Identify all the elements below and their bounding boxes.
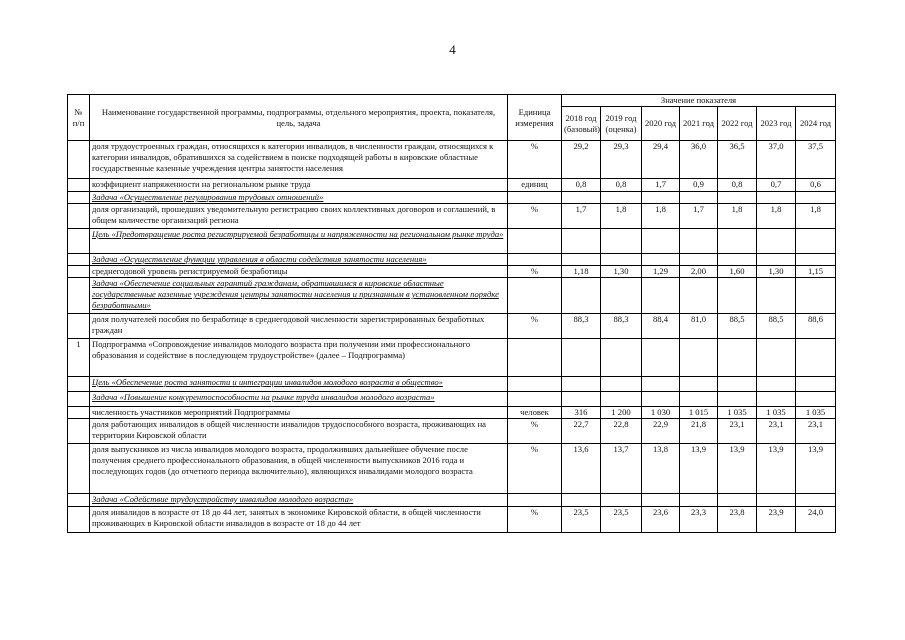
value-cell — [757, 192, 796, 204]
value-cell: 1,29 — [642, 266, 680, 278]
row-number-cell — [68, 278, 90, 314]
value-cell: 0,8 — [718, 179, 757, 192]
task-cell: Задача «Содействие трудоустройству инвалидов молодого возраста» — [90, 494, 508, 507]
value-cell: 1 035 — [796, 407, 836, 419]
value-cell — [642, 392, 680, 407]
value-cell: 24,0 — [796, 507, 836, 533]
value-cell — [718, 254, 757, 266]
value-cell: 36,0 — [680, 141, 718, 179]
table-row — [68, 507, 836, 533]
indicator-name-cell: коэффициент напряженности на региональном рынке труда — [90, 179, 508, 192]
goal-cell: Цель «Предотвращение роста регистрируемой безработицы и напряженности на региональном рынке труда» — [90, 229, 508, 254]
row-number-cell — [68, 229, 90, 254]
value-cell: 23,9 — [757, 507, 796, 533]
value-cell: 0,9 — [680, 179, 718, 192]
unit-cell: единиц — [508, 179, 562, 192]
unit-cell: человек — [508, 407, 562, 419]
unit-cell — [508, 229, 562, 254]
value-cell: 0,8 — [562, 179, 601, 192]
value-cell — [718, 229, 757, 254]
value-cell: 29,3 — [601, 141, 642, 179]
value-cell — [562, 392, 601, 407]
value-cell — [601, 339, 642, 377]
value-cell: 88,3 — [562, 314, 601, 339]
value-cell — [562, 229, 601, 254]
value-cell — [796, 229, 836, 254]
value-cell — [680, 278, 718, 314]
value-cell: 1,8 — [718, 204, 757, 229]
value-cell: 23,8 — [718, 507, 757, 533]
value-cell — [796, 192, 836, 204]
indicator-name-cell: доля организаций, прошедших уведомительную регистрацию своих коллективных договоров и соглашений, в общем количестве организаций региона — [90, 204, 508, 229]
unit-cell — [508, 494, 562, 507]
value-cell — [642, 494, 680, 507]
unit-cell: % — [508, 141, 562, 179]
value-cell: 88,3 — [601, 314, 642, 339]
value-cell — [642, 339, 680, 377]
unit-cell: % — [508, 507, 562, 533]
value-cell: 22,8 — [601, 419, 642, 444]
header-year: 2021 год — [680, 107, 718, 141]
task-cell: Задача «Осуществление регулирования трудовых отношений» — [90, 192, 508, 204]
indicator-name-cell: доля трудоустроенных граждан, относящихся к категории инвалидов, в численности граждан, относящихся к категории инвалидов, обратившихся за содействием в поиске подходящей работы в кировские областные государственные казенные учреждения центры занятости населения — [90, 141, 508, 179]
indicator-name-cell: среднегодовой уровень регистрируемой безработицы — [90, 266, 508, 278]
value-cell: 13,8 — [642, 444, 680, 494]
value-cell: 13,9 — [796, 444, 836, 494]
table-row — [68, 444, 836, 494]
value-cell — [718, 392, 757, 407]
value-cell — [796, 254, 836, 266]
value-cell: 1,7 — [642, 179, 680, 192]
task-cell: Задача «Обеспечение социальных гарантий гражданам, обратившимся в кировские областные государственные казенные учреждения центры занятости населения и признанным в установленном порядке безработными» — [90, 278, 508, 314]
value-cell: 23,5 — [562, 507, 601, 533]
row-number-cell — [68, 141, 90, 179]
value-cell: 0,7 — [757, 179, 796, 192]
unit-cell — [508, 392, 562, 407]
value-cell — [680, 377, 718, 392]
value-cell: 29,2 — [562, 141, 601, 179]
value-cell — [601, 192, 642, 204]
indicator-name-cell: численность участников мероприятий Подпрограммы — [90, 407, 508, 419]
value-cell: 88,5 — [718, 314, 757, 339]
value-cell: 1,15 — [796, 266, 836, 278]
row-number-cell — [68, 377, 90, 392]
header-year: 2020 год — [642, 107, 680, 141]
value-cell — [796, 494, 836, 507]
value-cell: 88,6 — [796, 314, 836, 339]
value-cell: 1,30 — [757, 266, 796, 278]
value-cell: 1,60 — [718, 266, 757, 278]
value-cell: 23,1 — [757, 419, 796, 444]
value-cell: 37,5 — [796, 141, 836, 179]
value-cell: 1,8 — [601, 204, 642, 229]
table-row — [68, 419, 836, 444]
value-cell: 22,9 — [642, 419, 680, 444]
value-cell: 22,7 — [562, 419, 601, 444]
value-cell — [601, 494, 642, 507]
value-cell — [796, 392, 836, 407]
unit-cell — [508, 278, 562, 314]
value-cell — [562, 377, 601, 392]
row-number-cell — [68, 419, 90, 444]
row-number-cell — [68, 266, 90, 278]
indicators-table — [67, 94, 836, 533]
header-year: 2023 год — [757, 107, 796, 141]
table-row — [68, 407, 836, 419]
unit-cell: % — [508, 444, 562, 494]
value-cell: 1,18 — [562, 266, 601, 278]
value-cell: 1 015 — [680, 407, 718, 419]
unit-cell: % — [508, 204, 562, 229]
table-row — [68, 229, 836, 254]
unit-cell — [508, 192, 562, 204]
value-cell — [642, 278, 680, 314]
value-cell: 13,9 — [757, 444, 796, 494]
value-cell: 29,4 — [642, 141, 680, 179]
value-cell: 1,7 — [562, 204, 601, 229]
value-cell — [680, 494, 718, 507]
value-cell — [718, 278, 757, 314]
header-year: 2024 год — [796, 107, 836, 141]
table-row — [68, 141, 836, 179]
row-number-cell — [68, 407, 90, 419]
value-cell — [757, 392, 796, 407]
row-number-cell — [68, 444, 90, 494]
value-cell — [718, 339, 757, 377]
value-cell — [601, 254, 642, 266]
value-cell: 23,6 — [642, 507, 680, 533]
value-cell: 37,0 — [757, 141, 796, 179]
value-cell: 13,6 — [562, 444, 601, 494]
value-cell — [601, 377, 642, 392]
task-cell: Задача «Осуществление функции управления в области содействия занятости населения» — [90, 254, 508, 266]
value-cell: 1,30 — [601, 266, 642, 278]
unit-cell — [508, 254, 562, 266]
value-cell — [601, 392, 642, 407]
value-cell: 0,6 — [796, 179, 836, 192]
value-cell: 2,00 — [680, 266, 718, 278]
value-cell: 1 035 — [718, 407, 757, 419]
indicator-name-cell: доля выпускников из числа инвалидов молодого возраста, продолживших дальнейшее обучение после получения среднего профессионального образования, в общей численности выпускников 2016 года и последующих годов (до отчетного периода включительно), являющихся инвалидами молодого возраста — [90, 444, 508, 494]
value-cell — [680, 229, 718, 254]
table-row — [68, 278, 836, 314]
value-cell — [718, 494, 757, 507]
header-year: 2018 год (базовый) — [562, 107, 601, 141]
row-number-cell — [68, 179, 90, 192]
value-cell — [680, 392, 718, 407]
header-name: Наименование государственной программы, подпрограммы, отдельного мероприятия, проекта, показателя, цель, задача — [90, 95, 508, 141]
value-cell — [562, 278, 601, 314]
value-cell: 13,9 — [680, 444, 718, 494]
value-cell — [796, 278, 836, 314]
value-cell — [562, 254, 601, 266]
value-cell — [562, 494, 601, 507]
indicator-name-cell: доля инвалидов в возрасте от 18 до 44 лет, занятых в экономике Кировской области, в общей численности проживающих в Кировской области инвалидов в возрасте от 18 до 44 лет — [90, 507, 508, 533]
value-cell — [757, 494, 796, 507]
value-cell: 88,4 — [642, 314, 680, 339]
row-number-cell: 1 — [68, 339, 90, 377]
row-number-cell — [68, 254, 90, 266]
value-cell: 1,8 — [642, 204, 680, 229]
table-row — [68, 179, 836, 192]
header-values-title: Значение показателя — [562, 95, 836, 107]
goal-cell: Цель «Обеспечение роста занятости и интеграции инвалидов молодого возраста в общество» — [90, 377, 508, 392]
value-cell — [562, 192, 601, 204]
task-cell: Задача «Повышение конкурентоспособности на рынке труда инвалидов молодого возраста» — [90, 392, 508, 407]
value-cell: 23,1 — [796, 419, 836, 444]
value-cell: 13,7 — [601, 444, 642, 494]
value-cell — [642, 229, 680, 254]
row-number-cell — [68, 192, 90, 204]
unit-cell: % — [508, 419, 562, 444]
value-cell — [642, 254, 680, 266]
value-cell: 88,5 — [757, 314, 796, 339]
value-cell: 23,5 — [601, 507, 642, 533]
value-cell: 1,7 — [680, 204, 718, 229]
row-number-cell — [68, 507, 90, 533]
value-cell — [680, 192, 718, 204]
value-cell: 1 035 — [757, 407, 796, 419]
value-cell: 36,5 — [718, 141, 757, 179]
value-cell — [562, 339, 601, 377]
row-number-cell — [68, 314, 90, 339]
unit-cell — [508, 377, 562, 392]
value-cell: 1 200 — [601, 407, 642, 419]
header-unit: Единица измерения — [508, 95, 562, 141]
table-row — [68, 314, 836, 339]
table-row — [68, 204, 836, 229]
indicator-name-cell: Подпрограмма «Сопровождение инвалидов молодого возраста при получении ими профессионального образования и содействие в последующем трудоустройстве» (далее – Подпрограмма) — [90, 339, 508, 377]
table-row — [68, 192, 836, 204]
header-num: № п/п — [68, 95, 90, 141]
value-cell: 81,0 — [680, 314, 718, 339]
value-cell — [642, 377, 680, 392]
row-number-cell — [68, 494, 90, 507]
header-year: 2019 год (оценка) — [601, 107, 642, 141]
unit-cell: % — [508, 266, 562, 278]
value-cell — [642, 192, 680, 204]
value-cell — [796, 339, 836, 377]
indicator-name-cell: доля получателей пособия по безработице в среднегодовой численности зарегистрированных безработных граждан — [90, 314, 508, 339]
indicator-name-cell: доля работающих инвалидов в общей численности инвалидов трудоспособного возраста, проживающих на территории Кировской области — [90, 419, 508, 444]
table-row — [68, 266, 836, 278]
value-cell: 316 — [562, 407, 601, 419]
value-cell: 23,1 — [718, 419, 757, 444]
table-row — [68, 494, 836, 507]
value-cell: 13,9 — [718, 444, 757, 494]
value-cell — [601, 278, 642, 314]
unit-cell — [508, 339, 562, 377]
value-cell — [757, 229, 796, 254]
value-cell — [718, 192, 757, 204]
row-number-cell — [68, 392, 90, 407]
unit-cell: % — [508, 314, 562, 339]
table-row — [68, 392, 836, 407]
value-cell — [757, 278, 796, 314]
value-cell: 21,8 — [680, 419, 718, 444]
value-cell — [680, 339, 718, 377]
value-cell: 23,3 — [680, 507, 718, 533]
row-number-cell — [68, 204, 90, 229]
header-year: 2022 год — [718, 107, 757, 141]
table-row — [68, 377, 836, 392]
value-cell: 0,8 — [601, 179, 642, 192]
value-cell: 1,8 — [796, 204, 836, 229]
value-cell — [680, 254, 718, 266]
value-cell — [757, 339, 796, 377]
value-cell: 1,8 — [757, 204, 796, 229]
table-row — [68, 254, 836, 266]
value-cell: 1 030 — [642, 407, 680, 419]
table-row — [68, 339, 836, 377]
value-cell — [757, 254, 796, 266]
table-body — [68, 141, 836, 533]
value-cell — [718, 377, 757, 392]
value-cell — [601, 229, 642, 254]
value-cell — [796, 377, 836, 392]
page-number: 4 — [449, 42, 456, 57]
value-cell — [757, 377, 796, 392]
